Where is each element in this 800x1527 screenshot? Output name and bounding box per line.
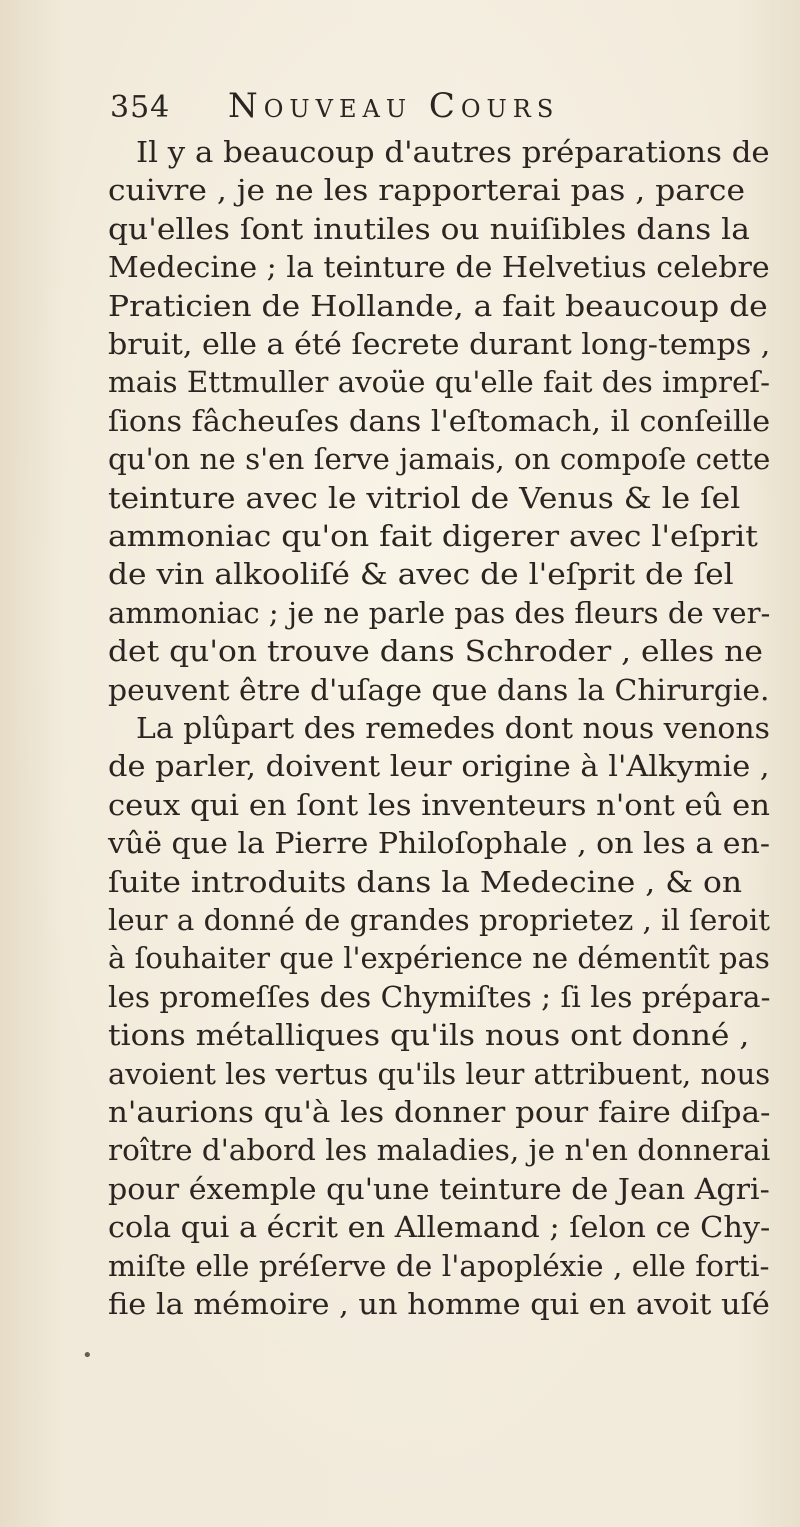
text-line: de vin alkooliſé & avec de l'eſprit de ſel — [108, 557, 734, 592]
text-line: n'aurions qu'à les donner pour faire diſpa- — [108, 1095, 771, 1129]
text-line: à ſouhaiter que l'expérience ne démentît pas — [108, 941, 770, 976]
text-line: de parler, doivent leur origine à l'Alkymie , — [108, 749, 770, 784]
text-line: det qu'on trouve dans Schroder , elles ne — [108, 634, 763, 669]
text-line: cuivre , je ne les rapporterai pas , parce — [108, 173, 745, 208]
text-line: leur a donné de grandes proprietez , il ſeroit — [108, 903, 771, 937]
page-header — [110, 86, 770, 136]
text-line: ceux qui en ſont les inventeurs n'ont eû en — [108, 787, 770, 822]
text-line: fie la mémoire , un homme qui en avoit uſé — [108, 1287, 770, 1321]
text-line: mais Ettmuller avoüe qu'elle fait des impreſ- — [108, 365, 770, 400]
text-line: ſuite introduits dans la Medecine , & on — [108, 864, 743, 899]
text-line: pour éxemple qu'une teinture de Jean Agri- — [108, 1171, 770, 1206]
running-title: Nouveau Cours — [228, 86, 560, 126]
text-line: tions métalliques qu'ils nous ont donné , — [108, 1018, 750, 1053]
text-line: les promeſſes des Chymiſtes ; ſi les prépara- — [108, 979, 771, 1014]
text-line: qu'on ne s'en ſerve jamais, on compoſe cette — [108, 442, 771, 477]
text-line: vûë que la Pierre Philoſophale , on les a en- — [108, 826, 770, 861]
text-line: ſions fâcheuſes dans l'eſtomach, il conſeille — [108, 403, 771, 438]
text-line: La plûpart des remedes dont nous venons — [136, 711, 770, 745]
text-line: avoient les vertus qu'ils leur attribuent, nous — [108, 1056, 771, 1091]
text-line: peuvent être d'uſage que dans la Chirurgie. — [108, 672, 770, 707]
text-line: ammoniac qu'on fait digerer avec l'eſprit — [108, 519, 758, 553]
margin-dot-mark: • — [82, 1345, 93, 1366]
text-line: Praticien de Hollande, a fait beaucoup de — [108, 288, 768, 323]
page-number: 354 — [110, 90, 171, 125]
text-line: Il y a beaucoup d'autres préparations de — [136, 135, 770, 169]
text-line: cola qui a écrit en Allemand ; ſelon ce Chy- — [108, 1210, 771, 1245]
text-line: roître d'abord les maladies, je n'en donnerai — [108, 1133, 771, 1168]
text-line: ammoniac ; je ne parle pas des fleurs de ver- — [108, 595, 771, 630]
text-line: teinture avec le vitriol de Venus & le ſel — [108, 480, 741, 515]
text-line: miſte elle préſerve de l'apopléxie , elle forti- — [108, 1248, 770, 1283]
text-line: bruit, elle a été ſecrete durant long-temps , — [108, 327, 771, 361]
text-line: qu'elles ſont inutiles ou nuiſibles dans la — [108, 211, 750, 246]
text-line: Medecine ; la teinture de Helvetius celebre — [108, 250, 770, 285]
